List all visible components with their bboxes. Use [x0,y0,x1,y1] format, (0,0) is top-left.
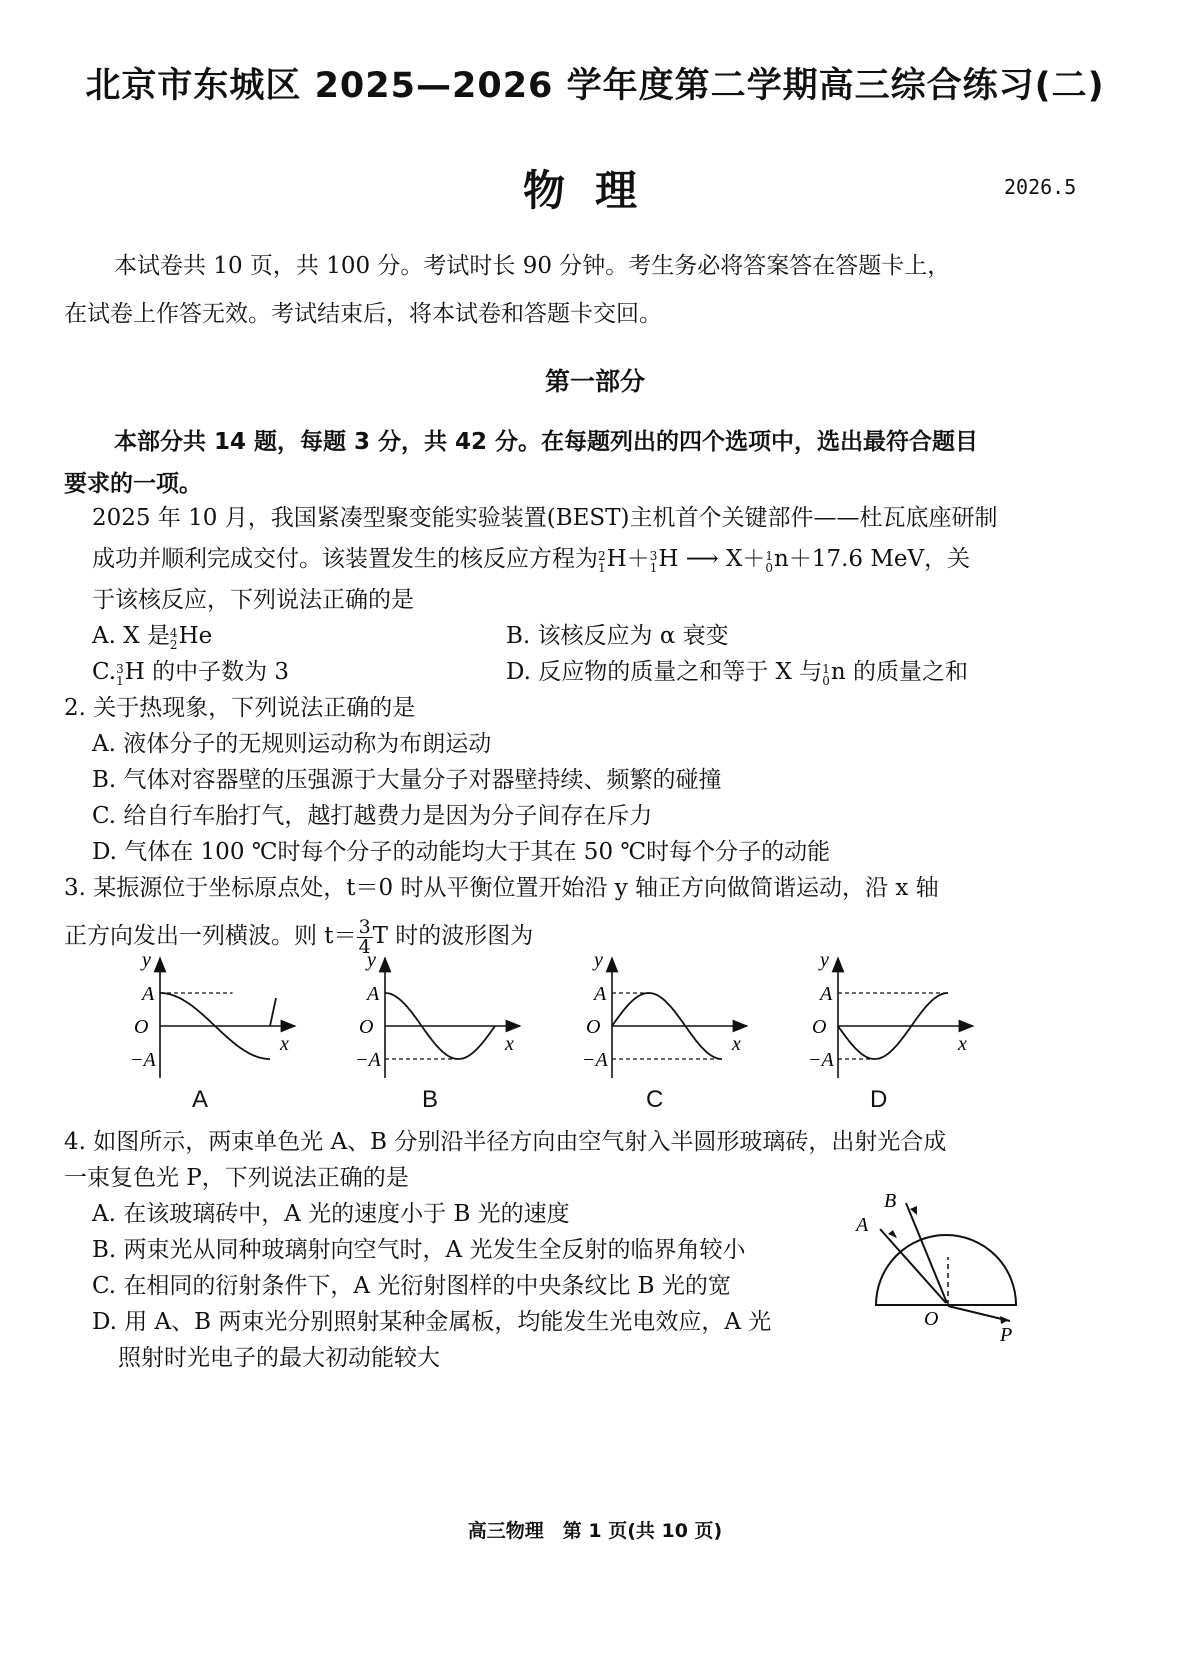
wave-tail [270,998,276,1026]
fraction-three-quarters: $\frac{3}{4}$ [358,915,371,958]
graph-label-c: C [646,1086,664,1113]
q1-option-d: D. 反应物的质量之和等于 X 与 1 0 n 的质量之和 [506,659,969,688]
graph-label-d: D [870,1086,888,1113]
x-axis-label: x [505,1033,514,1055]
q1-line-2: 成功并顺利完成交付。该装置发生的核反应方程为 2 1 H＋ 3 1 H ⟶ X＋ 1 0 n＋17.6 MeV，关 [92,546,971,575]
y-axis-label: y [594,950,603,971]
q4-option-d-line-2: 照射时光电子的最大初动能较大 [118,1345,440,1371]
x-axis-label: x [732,1033,741,1055]
q2-option-d: D. 气体在 100 ℃时每个分子的动能均大于其在 50 ℃时每个分子的动能 [92,839,831,865]
isotope-h2: 2 1 [598,549,606,575]
pos-amp-label: A [142,983,155,1005]
q4-line-2: 一束复色光 P，下列说法正确的是 [64,1165,409,1191]
q1-line-3: 于该核反应，下列说法正确的是 [92,587,414,613]
pos-amp-label: A [594,983,607,1005]
x-axis-label: x [958,1033,967,1055]
semicircle-glass [876,1235,1016,1305]
q4-option-b: B. 两束光从同种玻璃射向空气时，A 光发生全反射的临界角较小 [92,1237,746,1263]
intro-line-2: 在试卷上作答无效。考试结束后，将本试卷和答题卡交回。 [64,301,662,327]
pos-amp-label: A [820,983,833,1005]
origin-label: O [359,1016,374,1038]
beam-b-label: B [884,1190,897,1212]
q2-option-c: C. 给自行车胎打气，越打越费力是因为分子间存在斥力 [92,803,653,829]
y-axis-label: y [367,950,376,971]
q1-option-a: A. X 是 4 2 He [92,623,213,652]
q1-line-1: 2025 年 10 月，我国紧凑型聚变能实验装置(BEST)主机首个关键部件——杜瓦底座研制 [92,505,998,531]
wave-graph-d [808,950,973,1078]
beam-b [906,1203,947,1303]
y-axis-label: y [142,950,151,971]
wave-graph-c [582,950,747,1078]
beam-a [880,1229,946,1303]
q3-line-2: 正方向发出一列横波。则 t＝ $\frac{3}{4}$ T 时的波形图为 [64,915,534,958]
isotope-h3: 3 1 [649,549,658,575]
pos-amp-label: A [367,983,380,1005]
q2-option-a: A. 液体分子的无规则运动称为布朗运动 [92,731,492,757]
q4-line-1: 4. 如图所示，两束单色光 A、B 分别沿半径方向由空气射入半圆形玻璃砖，出射光合成 [64,1129,947,1155]
wave-graph-a [130,950,295,1078]
subject-title: 物理 [522,166,667,215]
wave-graph-b [355,950,520,1078]
neg-amp-label: −A [130,1049,156,1071]
beam-a-label: A [856,1214,869,1236]
isotope-n: 1 0 [765,549,774,575]
center-label: O [924,1308,939,1330]
origin-label: O [134,1016,149,1038]
x-axis-label: x [280,1033,289,1055]
q4-semicircle-figure [850,1185,1020,1345]
part-heading: 第一部分 [544,367,645,396]
q1-option-b: B. 该核反应为 α 衰变 [506,623,729,649]
neg-amp-label: −A [808,1049,834,1071]
part-instructions-line-1: 本部分共 14 题，每题 3 分，共 42 分。在每题列出的四个选项中，选出最符合题目 [114,429,979,455]
q3-wave-graphs [0,950,1190,1090]
q2-stem: 2. 关于热现象，下列说法正确的是 [64,695,416,721]
part-instructions-line-2: 要求的一项。 [64,471,202,497]
neg-amp-label: −A [355,1049,381,1071]
neg-amp-label: −A [582,1049,608,1071]
exam-date: 2026.5 [1004,175,1077,199]
y-axis-label: y [820,950,829,971]
q4-option-a: A. 在该玻璃砖中，A 光的速度小于 B 光的速度 [92,1201,570,1227]
origin-label: O [586,1016,601,1038]
page-footer: 高三物理 第 1 页(共 10 页) [467,1520,723,1542]
q4-option-c: C. 在相同的衍射条件下，A 光衍射图样的中央条纹比 B 光的宽 [92,1273,731,1299]
origin-label: O [812,1016,827,1038]
exit-label: P [1000,1324,1013,1345]
q2-option-b: B. 气体对容器壁的压强源于大量分子对器壁持续、频繁的碰撞 [92,767,722,793]
wave-graph-group [130,950,973,1078]
exam-title: 北京市东城区 2025—2026 学年度第二学期高三综合练习(二) [85,66,1105,106]
graph-label-a: A [192,1086,209,1113]
q3-line-1: 3. 某振源位于坐标原点处，t＝0 时从平衡位置开始沿 y 轴正方向做简谐运动，沿 x 轴 [64,875,939,901]
graph-label-b: B [422,1086,439,1113]
q1-option-c: C. 3 1 H 的中子数为 3 [92,659,290,688]
q4-option-d-line-1: D. 用 A、B 两束光分别照射某种金属板，均能发生光电效应，A 光 [92,1309,772,1335]
intro-line-1: 本试卷共 10 页，共 100 分。考试时长 90 分钟。考生务必将答案答在答题卡上， [114,253,951,279]
